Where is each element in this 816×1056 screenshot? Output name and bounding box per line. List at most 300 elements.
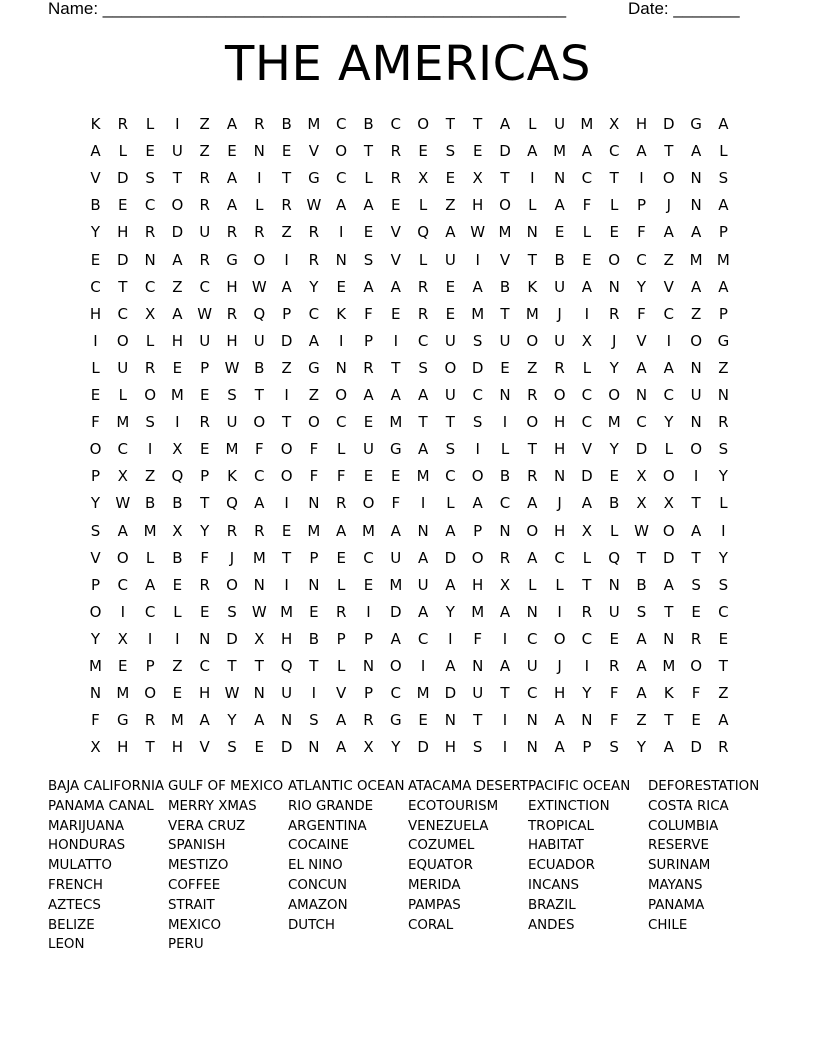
grid-letter: E	[363, 467, 374, 486]
grid-letter: R	[254, 115, 265, 133]
grid-letter: D	[444, 684, 457, 703]
grid-letter: D	[663, 115, 675, 133]
grid-letter: E	[172, 684, 183, 703]
grid-letter: A	[390, 521, 401, 540]
word-list-item: COCAINE	[288, 838, 349, 854]
grid-letter: I	[175, 629, 180, 648]
grid-letter: P	[582, 738, 592, 757]
grid-letter: U	[608, 602, 620, 621]
grid-letter: R	[254, 521, 265, 540]
grid-letter: M	[116, 413, 130, 432]
grid-letter: L	[118, 142, 127, 161]
grid-letter: Y	[609, 440, 619, 459]
grid-letter: T	[664, 142, 674, 161]
grid-letter: E	[118, 196, 128, 215]
grid-letter: G	[116, 711, 129, 730]
grid-letter: O	[662, 169, 675, 188]
grid-letter: I	[639, 169, 644, 188]
grid-letter: A	[690, 521, 702, 540]
grid-letter: X	[472, 169, 483, 188]
grid-letter: X	[609, 115, 620, 133]
grid-letter: X	[172, 521, 183, 540]
grid-letter: Z	[144, 467, 156, 486]
grid-letter: S	[718, 169, 729, 188]
grid-letter: S	[691, 575, 701, 594]
grid-letter: O	[526, 331, 539, 350]
grid-letter: X	[90, 738, 101, 757]
grid-letter: D	[117, 169, 129, 188]
grid-letter: I	[666, 331, 672, 350]
grid-letter: M	[280, 602, 294, 621]
grid-letter: A	[690, 277, 702, 296]
grid-letter: A	[663, 738, 674, 757]
grid-letter: A	[417, 440, 429, 459]
grid-letter: C	[363, 548, 374, 567]
grid-letter: T	[118, 277, 128, 296]
grid-letter: I	[475, 440, 480, 459]
grid-row	[82, 734, 742, 761]
grid-letter: G	[690, 115, 702, 133]
grid-letter: S	[90, 521, 101, 540]
grid-letter: U	[281, 684, 293, 703]
grid-letter: G	[226, 250, 238, 269]
grid-letter: L	[118, 386, 127, 404]
grid-letter: H	[553, 440, 566, 459]
grid-letter: E	[609, 467, 619, 486]
grid-letter: O	[389, 657, 402, 675]
grid-letter: H	[472, 575, 484, 594]
grid-letter: D	[499, 142, 511, 161]
grid-letter: T	[500, 304, 510, 323]
grid-letter: O	[89, 440, 102, 459]
grid-letter: B	[172, 494, 183, 513]
grid-letter: N	[608, 575, 620, 594]
grid-letter: O	[690, 440, 702, 459]
grid-letter: A	[718, 196, 729, 215]
grid-letter: E	[691, 602, 701, 621]
grid-letter: C	[472, 386, 483, 404]
grid-letter: H	[226, 277, 238, 296]
grid-letter: I	[175, 115, 180, 133]
word-list-item: HONDURAS	[48, 838, 126, 854]
grid-letter: C	[390, 684, 402, 703]
grid-letter: N	[444, 711, 456, 730]
grid-letter: H	[553, 521, 566, 540]
grid-letter: C	[117, 575, 129, 594]
grid-letter: B	[499, 277, 511, 296]
grid-letter: A	[718, 711, 729, 730]
grid-letter: A	[445, 223, 456, 242]
grid-letter: R	[281, 196, 292, 215]
grid-letter: X	[581, 521, 593, 540]
grid-letter: R	[417, 277, 429, 296]
word-list-item: EXTINCTION	[528, 798, 610, 814]
word-list-item: MEXICO	[168, 917, 222, 933]
grid-letter: V	[90, 169, 101, 188]
grid-letter: C	[499, 494, 511, 513]
word-list-item: SPANISH	[168, 838, 226, 854]
grid-letter: N	[608, 277, 620, 296]
grid-letter: P	[90, 467, 101, 486]
grid-letter: O	[144, 684, 156, 703]
grid-letter: A	[281, 277, 292, 296]
grid-letter: N	[362, 657, 375, 675]
grid-letter: T	[609, 169, 619, 188]
grid-letter: X	[636, 494, 647, 513]
grid-letter: R	[199, 413, 210, 432]
grid-letter: E	[172, 575, 183, 594]
grid-letter: C	[308, 304, 320, 323]
grid-letter: C	[417, 629, 429, 648]
grid-letter: D	[226, 629, 238, 648]
grid-letter: E	[609, 223, 619, 242]
grid-letter: F	[200, 548, 209, 567]
grid-letter: L	[418, 196, 428, 215]
grid-letter: S	[227, 386, 237, 404]
grid-letter: I	[284, 494, 289, 513]
word-list-item: EQUATOR	[408, 858, 473, 874]
grid-letter: L	[446, 494, 455, 513]
grid-letter: Y	[90, 629, 101, 648]
grid-letter: R	[144, 711, 156, 730]
word-list-item: MERIDA	[408, 877, 461, 893]
grid-letter: N	[308, 575, 320, 594]
grid-letter: I	[530, 169, 535, 188]
grid-letter: P	[90, 575, 101, 594]
grid-letter: D	[444, 548, 457, 567]
grid-letter: N	[553, 467, 566, 486]
grid-letter: O	[280, 440, 293, 459]
grid-letter: F	[91, 711, 100, 730]
grid-letter: L	[337, 440, 346, 459]
grid-letter: C	[335, 413, 347, 432]
grid-letter: N	[553, 169, 566, 188]
grid-letter: V	[308, 142, 320, 161]
grid-letter: N	[663, 629, 675, 648]
grid-row	[82, 518, 742, 545]
grid-letter: T	[391, 358, 401, 377]
grid-letter: Y	[582, 684, 592, 703]
word-list-item: ECOTOURISM	[408, 798, 499, 814]
grid-letter: O	[444, 358, 457, 377]
grid-letter: H	[89, 304, 102, 323]
grid-letter: A	[336, 711, 347, 730]
grid-letter: M	[553, 142, 567, 161]
grid-row	[82, 355, 742, 382]
grid-letter: R	[117, 115, 129, 133]
grid-letter: P	[636, 196, 647, 215]
grid-letter: F	[637, 223, 646, 242]
word-list-item: ANDES	[528, 917, 575, 933]
grid-letter: H	[171, 331, 184, 350]
word-list-item: INCANS	[528, 877, 579, 893]
grid-letter: B	[281, 115, 292, 133]
grid-letter: O	[417, 115, 429, 133]
grid-letter: U	[117, 358, 129, 377]
grid-letter: B	[499, 467, 511, 486]
grid-letter: Y	[309, 277, 319, 296]
grid-letter: A	[581, 494, 593, 513]
grid-letter: F	[637, 304, 646, 323]
grid-letter: T	[282, 413, 292, 432]
grid-letter: C	[117, 304, 129, 323]
grid-letter: V	[199, 738, 210, 757]
grid-letter: U	[226, 413, 238, 432]
grid-letter: Q	[226, 494, 238, 513]
grid-letter: T	[445, 413, 455, 432]
grid-letter: X	[636, 467, 647, 486]
grid-letter: I	[284, 386, 289, 404]
grid-letter: T	[500, 169, 510, 188]
grid-letter: S	[472, 738, 483, 757]
grid-letter: I	[120, 602, 126, 621]
grid-letter: N	[526, 602, 538, 621]
grid-letter: N	[635, 386, 648, 404]
grid-letter: N	[690, 169, 702, 188]
grid-letter: E	[309, 602, 319, 621]
grid-letter: S	[636, 602, 647, 621]
grid-row	[82, 192, 742, 219]
grid-letter: N	[499, 386, 511, 404]
grid-letter: M	[389, 413, 403, 432]
grid-letter: C	[117, 440, 129, 459]
grid-letter: E	[281, 142, 292, 161]
grid-letter: A	[390, 277, 401, 296]
grid-letter: U	[690, 386, 702, 404]
grid-letter: O	[362, 494, 375, 513]
grid-letter: M	[416, 684, 430, 703]
grid-row	[82, 572, 742, 599]
grid-letter: A	[336, 738, 347, 757]
grid-letter: E	[445, 277, 456, 296]
grid-letter: I	[338, 331, 344, 350]
grid-letter: B	[172, 548, 183, 567]
grid-letter: Z	[172, 277, 183, 296]
grid-letter: D	[417, 738, 429, 757]
grid-letter: C	[199, 657, 210, 675]
grid-letter: A	[172, 250, 183, 269]
grid-letter: E	[445, 304, 456, 323]
word-list-item: COSTA RICA	[648, 798, 729, 814]
grid-letter: G	[308, 169, 320, 188]
grid-letter: E	[281, 521, 292, 540]
grid-letter: R	[363, 711, 374, 730]
grid-letter: L	[528, 115, 537, 133]
grid-letter: O	[553, 386, 566, 404]
grid-letter: C	[335, 169, 347, 188]
grid-letter: U	[554, 277, 566, 296]
grid-letter: B	[254, 358, 265, 377]
grid-letter: U	[199, 331, 211, 350]
grid-row	[82, 680, 742, 707]
grid-letter: F	[336, 467, 346, 486]
grid-letter: A	[363, 277, 374, 296]
grid-letter: M	[471, 304, 485, 323]
word-list-item: MERRY XMAS	[168, 798, 257, 814]
grid-letter: N	[717, 386, 729, 404]
grid-letter: A	[690, 142, 702, 161]
grid-letter: T	[527, 250, 537, 269]
grid-letter: C	[581, 413, 593, 432]
grid-letter: Y	[227, 711, 237, 730]
grid-letter: U	[199, 223, 211, 242]
grid-letter: I	[584, 304, 590, 323]
grid-letter: I	[338, 223, 344, 242]
grid-letter: B	[144, 494, 156, 513]
grid-letter: C	[445, 467, 456, 486]
grid-letter: T	[691, 548, 701, 567]
grid-row	[82, 626, 742, 653]
grid-letter: U	[444, 386, 456, 404]
grid-letter: P	[363, 331, 374, 350]
word-list-item: CHILE	[648, 917, 688, 933]
grid-letter: M	[362, 521, 375, 540]
grid-letter: D	[280, 738, 293, 757]
grid-letter: Q	[608, 548, 621, 567]
grid-letter: C	[581, 629, 593, 648]
grid-letter: X	[117, 629, 128, 648]
grid-letter: A	[527, 548, 538, 567]
grid-letter: C	[527, 629, 538, 648]
grid-letter: L	[582, 223, 592, 242]
grid-letter: X	[254, 629, 265, 648]
grid-letter: F	[254, 440, 264, 459]
grid-letter: L	[555, 575, 564, 594]
grid-letter: T	[500, 684, 510, 703]
grid-letter: T	[527, 440, 537, 459]
grid-letter: R	[144, 223, 156, 242]
word-list-item: FRENCH	[48, 877, 103, 893]
grid-letter: N	[335, 250, 347, 269]
grid-letter: U	[554, 331, 566, 350]
grid-letter: Y	[90, 494, 101, 513]
word-list-item: VENEZUELA	[408, 818, 489, 834]
grid-letter: Z	[718, 358, 729, 377]
grid-letter: R	[335, 602, 347, 621]
grid-letter: D	[117, 250, 129, 269]
grid-letter: H	[171, 738, 184, 757]
grid-letter: F	[691, 684, 701, 703]
grid-letter: O	[526, 521, 539, 540]
word-list-item: EL NINO	[288, 858, 343, 874]
grid-letter: N	[335, 358, 347, 377]
grid-letter: I	[502, 413, 508, 432]
grid-letter: Y	[636, 277, 647, 296]
grid-letter: Y	[90, 223, 101, 242]
grid-letter: U	[444, 331, 456, 350]
grid-letter: O	[499, 196, 511, 215]
grid-letter: N	[308, 494, 320, 513]
grid-letter: B	[636, 575, 647, 594]
word-list-item: MESTIZO	[168, 858, 229, 874]
grid-letter: I	[557, 602, 562, 621]
page-title: THE AMERICAS	[225, 36, 591, 92]
grid-letter: O	[335, 142, 348, 161]
grid-letter: Y	[200, 521, 210, 540]
grid-letter: F	[582, 196, 592, 215]
word-list-item: ARGENTINA	[288, 818, 367, 834]
grid-letter: I	[257, 169, 262, 188]
grid-letter: I	[448, 629, 453, 648]
header-line	[48, 0, 740, 20]
grid-letter: Z	[690, 304, 702, 323]
grid-letter: T	[418, 413, 428, 432]
grid-letter: J	[557, 494, 562, 513]
word-list-item: ATLANTIC OCEAN	[288, 779, 405, 794]
grid-letter: Y	[718, 467, 728, 486]
word-list-item: DUTCH	[288, 917, 335, 933]
grid-letter: Q	[253, 304, 266, 323]
word-list-item: PERU	[168, 937, 204, 953]
grid-letter: A	[581, 142, 593, 161]
grid-letter: M	[607, 413, 621, 432]
grid-letter: X	[499, 575, 511, 594]
grid-letter: S	[363, 250, 374, 269]
grid-letter: I	[584, 657, 590, 675]
grid-letter: E	[391, 467, 401, 486]
grid-letter: T	[282, 169, 292, 188]
grid-letter: W	[306, 196, 322, 215]
grid-letter: O	[690, 331, 702, 350]
grid-letter: C	[718, 602, 729, 621]
grid-letter: C	[663, 386, 675, 404]
grid-letter: S	[445, 440, 456, 459]
grid-letter: E	[199, 602, 210, 621]
grid-letter: C	[199, 277, 210, 296]
grid-letter: A	[172, 304, 183, 323]
grid-letter: I	[93, 331, 98, 350]
grid-letter: V	[336, 684, 347, 703]
grid-letter: R	[199, 169, 210, 188]
grid-letter: Y	[391, 738, 401, 757]
grid-letter: E	[363, 413, 374, 432]
grid-letter: E	[363, 223, 374, 242]
grid-letter: E	[445, 169, 456, 188]
grid-letter: R	[363, 358, 374, 377]
grid-letter: L	[582, 358, 592, 377]
grid-letter: M	[116, 684, 130, 703]
grid-letter: L	[337, 657, 346, 675]
grid-letter: I	[420, 494, 426, 513]
grid-row	[82, 436, 742, 463]
grid-letter: F	[309, 440, 319, 459]
grid-letter: E	[582, 250, 592, 269]
grid-letter: V	[90, 548, 101, 567]
grid-letter: E	[336, 548, 346, 567]
grid-letter: X	[363, 738, 374, 757]
grid-letter: S	[227, 738, 237, 757]
grid-letter: C	[663, 304, 675, 323]
grid-letter: A	[336, 196, 347, 215]
grid-letter: C	[90, 277, 101, 296]
grid-letter: G	[308, 358, 320, 377]
grid-letter: U	[390, 548, 402, 567]
grid-letter: Q	[417, 223, 429, 242]
grid-letter: A	[226, 196, 238, 215]
grid-letter: I	[502, 629, 508, 648]
grid-letter: A	[445, 521, 456, 540]
grid-letter: K	[90, 115, 101, 133]
grid-letter: E	[199, 386, 210, 404]
grid-letter: A	[390, 629, 401, 648]
grid-letter: R	[390, 142, 402, 161]
word-list-item: GULF OF MEXICO	[168, 779, 284, 794]
grid-letter: G	[389, 711, 402, 730]
grid-row	[82, 707, 742, 734]
grid-letter: P	[309, 548, 319, 567]
word-list	[48, 777, 768, 955]
date-field-label: Date: _______	[628, 0, 740, 18]
